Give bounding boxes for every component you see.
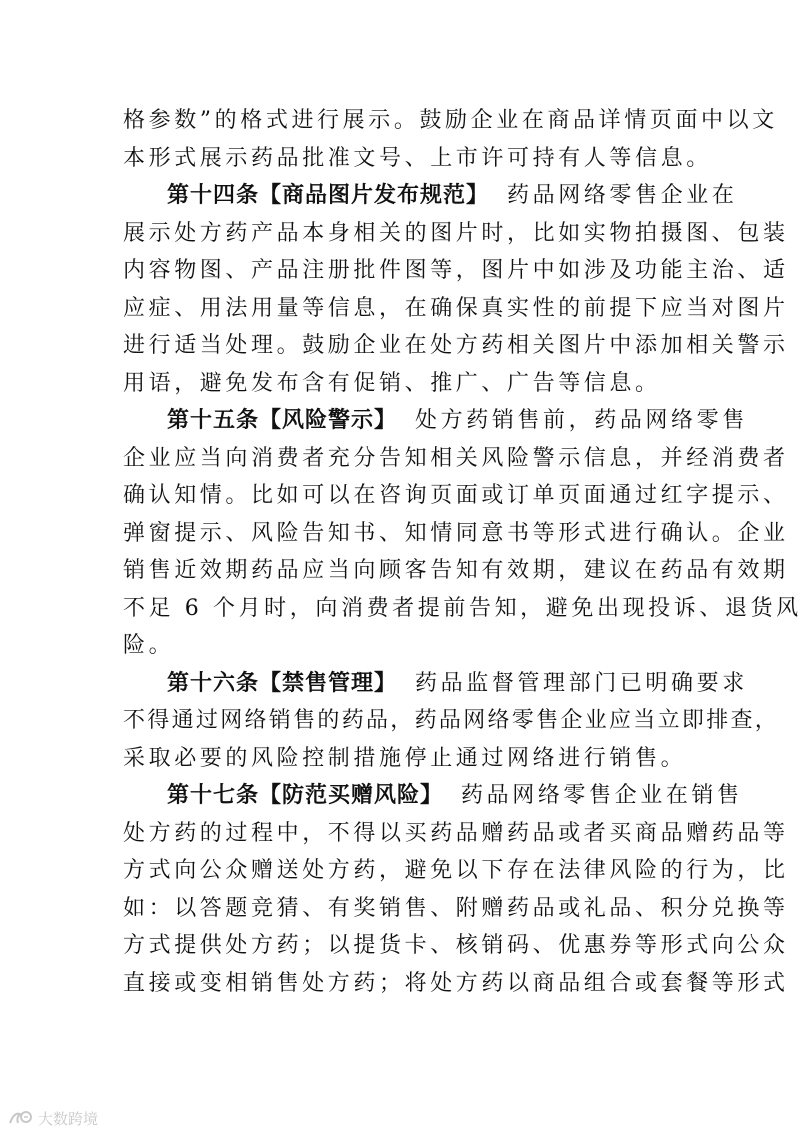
watermark-logo-icon xyxy=(8,1109,34,1127)
text-line: 确认知情。比如可以在咨询页面或订单页面通过红字提示、 xyxy=(123,483,789,508)
text-line: 不足 6 个月时，向消费者提前告知，避免出现投诉、退货风 xyxy=(123,596,802,621)
text-line: 应症、用法用量等信息，在确保真实性的前提下应当对图片 xyxy=(123,296,789,321)
text-line: 格参数”的格式进行展示。鼓励企业在商品详情页面中以文 xyxy=(123,108,778,133)
text-line: 展示处方药产品本身相关的图片时，比如实物拍摄图、包装 xyxy=(123,221,789,246)
watermark-text: 大数跨境 xyxy=(38,1109,99,1128)
text-line: 进行适当处理。鼓励企业在处方药相关图片中添加相关警示 xyxy=(123,333,789,358)
article-16-line xyxy=(167,665,748,702)
article-16-text: 药品监督管理部门已明确要求 xyxy=(415,671,748,696)
text-line: 销售近效期药品应当向顾客告知有效期，建议在药品有效期 xyxy=(123,558,789,583)
article-16-heading: 第十六条【禁售管理】 xyxy=(167,671,398,696)
article-17-line xyxy=(167,777,743,814)
text-line: 不得通过网络销售的药品，药品网络零售企业应当立即排查， xyxy=(123,708,780,733)
article-15-line xyxy=(167,402,748,439)
article-15-heading: 第十五条【风险警示】 xyxy=(167,408,398,433)
article-17-heading: 第十七条【防范买赠风险】 xyxy=(167,783,444,808)
text-line: 用语，避免发布含有促销、推广、广告等信息。 xyxy=(123,371,661,396)
article-14-text: 药品网络零售企业在 xyxy=(507,183,738,208)
article-14-line xyxy=(167,177,738,214)
watermark xyxy=(8,1108,98,1128)
text-line: 内容物图、产品注册批件图等，图片中如涉及功能主治、适 xyxy=(123,258,789,283)
text-line: 方式向公众赠送处方药，避免以下存在法律风险的行为，比 xyxy=(123,858,789,883)
article-15-text: 处方药销售前，药品网络零售 xyxy=(415,408,748,433)
text-line: 险。 xyxy=(123,633,175,658)
text-line: 弹窗提示、风险告知书、知情同意书等形式进行确认。企业 xyxy=(123,521,789,546)
text-line: 本形式展示药品批准文号、上市许可持有人等信息。 xyxy=(123,146,712,171)
text-line: 采取必要的风险控制措施停止通过网络进行销售。 xyxy=(123,746,687,771)
article-17-text: 药品网络零售企业在销售 xyxy=(461,783,743,808)
text-line: 直接或变相销售处方药；将处方药以商品组合或套餐等形式 xyxy=(123,971,789,996)
text-line: 企业应当向消费者充分告知相关风险警示信息，并经消费者 xyxy=(123,446,789,471)
text-line: 方式提供处方药；以提货卡、核销码、优惠券等形式向公众 xyxy=(123,933,789,958)
text-line: 处方药的过程中，不得以买药品赠药品或者买商品赠药品等 xyxy=(123,821,789,846)
text-line: 如：以答题竞猜、有奖销售、附赠药品或礼品、积分兑换等 xyxy=(123,896,789,921)
article-14-heading: 第十四条【商品图片发布规范】 xyxy=(167,183,490,208)
